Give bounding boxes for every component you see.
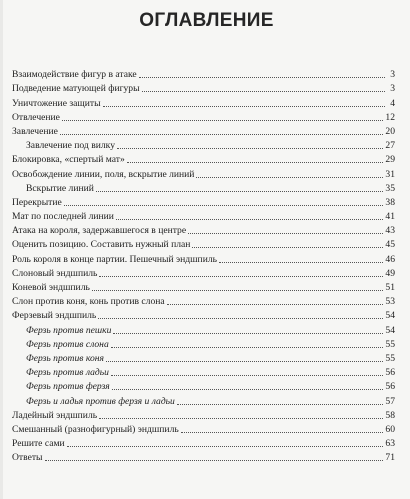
toc-entry-label: Завлечение под вилку [26,140,115,152]
toc-entry [12,123,395,137]
toc-entry-label: Ладейный эндшпиль [12,409,98,421]
toc-entry [12,165,395,179]
toc-entry-page: 45 [385,239,395,251]
dot-leader [96,190,384,192]
toc-entry [12,151,395,165]
toc-entry-label: Блокировка, «спертый мат» [12,154,125,166]
toc-entry-label: Освобождение линии, поля, вскрытие линий [12,168,195,180]
toc-subentry [12,392,395,406]
dot-leader [219,261,383,263]
toc-entry-page: 43 [385,225,395,237]
toc-entry [12,421,395,435]
toc-entry-label: Смешанный (разнофигурный) эндшпиль [12,423,179,435]
toc-entry-label: Решите сами [12,438,65,450]
toc-entry-page: 27 [385,140,395,152]
toc-entry-page: 46 [385,253,395,265]
toc-subentry [12,364,395,378]
dot-leader [127,161,384,163]
dot-leader [62,119,383,121]
toc-entry-label: Ферзь против пешки [26,324,112,336]
toc-subentry [12,321,395,335]
toc-entry-label: Завлечение [12,125,58,137]
dot-leader [45,459,384,461]
toc-entry [12,80,395,94]
toc-entry-label: Вскрытие линий [26,182,94,194]
toc-entry-page: 55 [385,352,395,364]
toc-entry-label: Ответы [12,452,43,464]
toc-entry [12,194,395,208]
dot-leader [103,105,385,107]
toc-entry-page: 53 [385,296,395,308]
dot-leader [117,147,383,149]
toc-subentry [12,180,395,194]
dot-leader [177,403,384,405]
toc-subentry [12,336,395,350]
table-of-contents [12,66,395,463]
dot-leader [188,232,383,234]
toc-entry-page: 51 [385,282,395,293]
toc-entry-label: Ферзь и ладья против ферзя и ладьи [26,395,175,407]
toc-entry-page: 55 [385,338,395,350]
dot-leader [98,317,383,319]
toc-entry-label: Мат по последней линии [12,211,114,223]
toc-subentry [12,137,395,151]
toc-entry [12,208,395,222]
toc-subentry [12,378,395,392]
toc-entry-page: 41 [385,211,395,223]
toc-entry-label: Коневой эндшпиль [12,282,90,293]
book-page [3,0,410,499]
toc-entry-page: 4 [390,97,395,109]
toc-entry [12,265,395,279]
dot-leader [139,76,385,78]
toc-entry-label: Ферзь против коня [26,352,104,364]
dot-leader [111,374,383,376]
toc-entry-page: 54 [385,324,395,336]
dot-leader [192,246,383,248]
toc-entry-label: Ферзь против ферзя [26,381,110,393]
toc-entry [12,293,395,307]
dot-leader [64,204,384,206]
toc-entry [12,449,395,463]
toc-entry-label: Атака на короля, задержавшегося в центре [12,225,187,237]
toc-entry-page: 31 [385,168,395,180]
toc-subentry [12,350,395,364]
dot-leader [112,388,384,390]
toc-entry [12,407,395,421]
toc-entry-page: 49 [385,267,395,279]
toc-entry-page: 38 [385,196,395,208]
dot-leader [106,360,383,362]
toc-entry [12,279,395,293]
dot-leader [92,289,384,291]
toc-entry-page: 35 [385,182,395,194]
toc-entry [12,94,395,108]
dot-leader [99,275,383,277]
toc-entry [12,250,395,264]
toc-entry-page: 63 [385,438,395,450]
toc-entry-label: Взаимодействие фигур в атаке [12,69,137,81]
toc-entry [12,222,395,236]
toc-entry-page: 56 [385,381,395,393]
dot-leader [196,176,383,178]
toc-entry-page: 12 [385,111,395,123]
page-title: ОГЛАВЛЕНИЕ [139,10,274,31]
toc-entry-label: Ферзь против ладьи [26,367,109,379]
dot-leader [67,445,384,447]
dot-leader [60,133,384,135]
toc-entry-label: Подведение матующей фигуры [12,83,140,95]
dot-leader [116,218,383,220]
toc-entry [12,236,395,250]
toc-entry-page: 60 [385,423,395,435]
dot-leader [111,346,384,348]
toc-entry-page: 57 [385,395,395,407]
dot-leader [113,332,383,334]
toc-entry-label: Ферзевый эндшпиль [12,310,97,322]
toc-entry-page: 3 [390,83,395,95]
toc-entry-label: Перекрытие [12,196,62,208]
toc-entry-label: Роль короля в конце партии. Пешечный эндшпиль [12,253,217,265]
toc-entry [12,109,395,123]
toc-entry [12,307,395,321]
toc-entry-label: Оценить позицию. Составить нужный план [12,239,191,251]
toc-entry [12,66,395,80]
toc-entry-label: Слон против коня, конь против слона [12,296,165,308]
toc-entry-label: Уничтожение защиты [12,97,101,109]
toc-entry-page: 56 [385,367,395,379]
dot-leader [181,431,384,433]
dot-leader [167,303,384,305]
toc-entry-page: 3 [390,69,395,81]
toc-entry-label: Слоновый эндшпиль [12,267,98,279]
toc-entry-page: 29 [385,154,395,166]
dot-leader [99,417,383,419]
toc-entry-page: 71 [385,452,395,464]
toc-entry-label: Отвлечение [12,111,60,123]
toc-entry-label: Ферзь против слона [26,338,109,350]
dot-leader [142,90,385,92]
toc-entry-page: 54 [385,310,395,322]
toc-entry-page: 20 [385,125,395,137]
toc-entry-page: 58 [385,409,395,421]
toc-entry [12,435,395,449]
